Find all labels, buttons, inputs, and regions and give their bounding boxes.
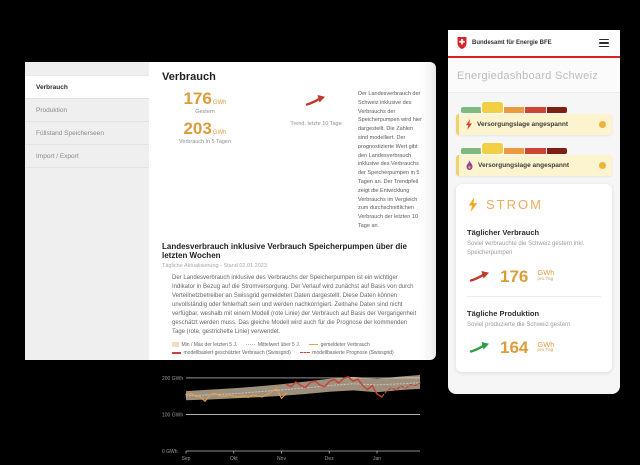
- info-icon[interactable]: [599, 121, 606, 128]
- alert-gas: [456, 143, 612, 176]
- unit-sub-label: pro Tag: [537, 276, 554, 282]
- svg-text:Sep: Sep: [181, 455, 191, 462]
- page-title: Verbrauch: [162, 71, 216, 83]
- consumption-chart: [162, 359, 424, 465]
- section-heading: Täglicher Verbrauch: [467, 228, 540, 237]
- info-icon[interactable]: [599, 162, 606, 169]
- chart-legend: [172, 342, 424, 356]
- swiss-shield-logo-icon: [457, 37, 467, 49]
- svg-text:Jan: Jan: [372, 455, 382, 462]
- alerts-section: [448, 93, 620, 176]
- production-value: 164: [500, 337, 529, 357]
- red-line-swatch-icon: [172, 352, 181, 354]
- chart-description: Der Landesverbrauch inklusive des Verbrauchs der Speicherpumpen ist ein wichtiger Indikator in Bezug auf die Stromversorgung. Der Verlauf wird zunächst auf Basis von durch Verteilnetzbetreiber an Swissgrid gemeldeten Daten dargestellt. Diese Daten können unvollständig oder fehlerhaft sein und werden nachkorrigiert. Zeitnahe Daten sind nicht verfügbar, weshalb mit einem Modell (rote Linie) der Verbrauch auf Basis der Vergangenheit geschätzt werden muss. Das gleiche Modell wird auch für die Prognose der kommenden Tage (rote, gestrichelte Linie) verwendet.: [172, 274, 417, 335]
- svg-text:Nov: Nov: [277, 455, 286, 462]
- sidebar-item-verbrauch[interactable]: Verbrauch: [25, 75, 149, 99]
- legend-label: gemeldeter Verbrauch: [320, 341, 370, 348]
- sidebar-item-fuellstand-speicherseen[interactable]: Füllstand Speicherseen: [25, 122, 149, 145]
- svg-text:Dez: Dez: [324, 455, 334, 462]
- gas-flame-icon: [465, 160, 474, 171]
- legend-label: Mittelwert über 5 J.: [257, 341, 301, 348]
- gas-alert-banner[interactable]: [456, 155, 612, 176]
- mobile-dashboard-window: [448, 30, 620, 394]
- trend-up-red-arrow-icon: [469, 270, 491, 283]
- sidebar-item-produktion[interactable]: Produktion: [25, 99, 149, 122]
- electricity-icon: [465, 119, 473, 130]
- section-subtext: Soviel produzierte die Schweiz gestern: [467, 321, 571, 328]
- legend-label: Min / Max der letzten 5 J.: [181, 341, 238, 348]
- strom-card-header: [467, 197, 601, 212]
- chart-subtitle: Tägliche Aktualisierung - Stand 02.01.2023: [162, 262, 267, 269]
- stat-yesterday-label: Gestern: [195, 109, 215, 115]
- main-content: [149, 62, 438, 462]
- desktop-dashboard-window: [25, 62, 436, 462]
- gas-supply-gauge: [461, 143, 567, 154]
- chart-title: Landesverbrauch inklusive Verbrauch Speicherpumpen über die letzten Wochen: [162, 241, 407, 260]
- stats-column: [162, 90, 274, 150]
- section-heading: Tägliche Produktion: [467, 308, 540, 318]
- strom-card-title: STROM: [486, 197, 543, 212]
- sidebar-item-import-export[interactable]: Import / Export: [25, 145, 149, 168]
- alert-label: Versorgungslage angespannt: [478, 162, 570, 169]
- daily-consumption-section: [467, 228, 601, 285]
- strom-card: [456, 184, 612, 372]
- consumption-value: 176: [500, 266, 529, 286]
- red-dashed-swatch-icon: [300, 352, 310, 353]
- electricity-supply-gauge: [461, 102, 567, 113]
- divider: [467, 296, 601, 297]
- mobile-header: [448, 30, 620, 58]
- svg-text:0 GWh: 0 GWh: [162, 448, 178, 455]
- mean-line-swatch-icon: [246, 344, 255, 345]
- stat-forecast: [162, 120, 248, 145]
- legend-label: modellbasiert geschätzter Verbrauch (Swissgrid): [183, 349, 291, 356]
- mobile-title-block: [448, 58, 620, 93]
- stats-row: [162, 90, 424, 231]
- stat-yesterday-value: [162, 90, 248, 107]
- unit-label: GWh: [537, 268, 555, 278]
- legend-item-mean: [246, 342, 300, 348]
- section-subtext: Soviel verbrauchte die Schweiz gestern inkl. Speicherpumpen: [467, 241, 585, 257]
- stat-forecast-label: Verbrauch in 5 Tagen: [179, 139, 231, 145]
- legend-item-minmax: [172, 342, 237, 348]
- brand-label: Bundesamt für Energie BFE: [472, 40, 552, 46]
- stat-forecast-value: [162, 120, 248, 137]
- electricity-alert-banner[interactable]: [456, 114, 612, 135]
- legend-item-estimated: [172, 350, 291, 356]
- consumption-description: Der Landesverbrauch der Schweiz inklusive des Verbrauchs der Speicherpumpen wird hier dargestellt. Die Zahlen sind modelliert. Der prognostizierte Wert gibt den Landesverbrauch inklusive des Verbrauchs der Speicherpumpen in 5 Tagen an. Der Trendpfeil zeigt die Entwicklung Verbrauchs im Vergleich zum durchschnittlichen Verbrauch der letzten 10 Tage an.: [358, 91, 422, 229]
- legend-item-reported: [309, 342, 370, 348]
- stat-number: 176: [183, 89, 212, 108]
- unit-sub-label: pro Tag: [537, 348, 554, 354]
- orange-line-swatch-icon: [309, 344, 318, 345]
- alert-electricity: [456, 102, 612, 135]
- stat-yesterday: [162, 90, 248, 115]
- sidebar: [25, 62, 149, 360]
- unit-stack: [537, 341, 554, 354]
- stat-number: 203: [183, 119, 212, 138]
- chart-section: [162, 242, 424, 465]
- svg-text:200 GWh: 200 GWh: [162, 375, 184, 382]
- stat-unit: GWh: [212, 100, 227, 106]
- trend-up-green-arrow-icon: [469, 341, 491, 354]
- alert-label: Versorgungslage angespannt: [477, 121, 569, 128]
- lightning-bolt-icon: [467, 197, 479, 212]
- unit-label: GWh: [537, 339, 555, 349]
- svg-text:100 GWh: 100 GWh: [162, 412, 184, 419]
- unit-stack: [537, 269, 554, 282]
- trend-block: [274, 90, 358, 127]
- hamburger-menu-icon[interactable]: [597, 37, 611, 50]
- dashboard-title: Energiedashboard Schweiz: [457, 70, 599, 82]
- legend-label: modellbasierte Prognose (Swissgrid): [312, 349, 394, 356]
- trend-label: Trend, letzte 10 Tage: [290, 121, 342, 127]
- svg-text:Okt: Okt: [229, 455, 238, 462]
- stat-unit: GWh: [212, 130, 227, 136]
- consumption-value-row: [469, 268, 601, 285]
- production-value-row: [469, 339, 601, 356]
- daily-production-section: [467, 309, 601, 356]
- trend-up-arrow-icon: [305, 94, 327, 107]
- legend-item-forecast: [300, 350, 394, 356]
- band-swatch-icon: [172, 342, 179, 347]
